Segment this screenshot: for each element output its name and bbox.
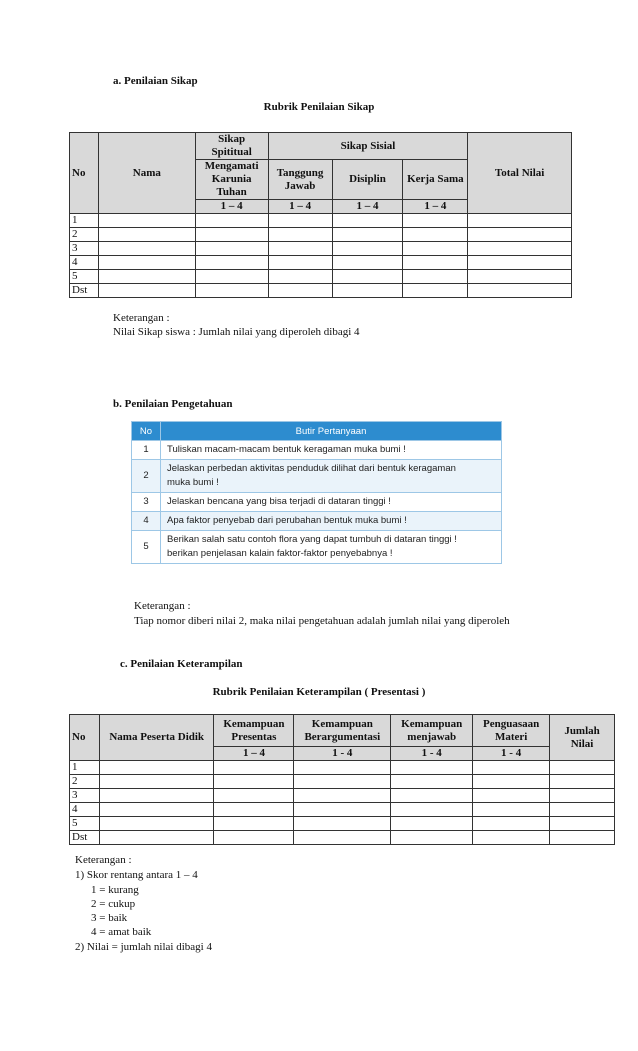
question-row [132, 493, 502, 512]
question-number: 4 [132, 512, 161, 531]
section-c-note-item: 3 = baik [91, 912, 128, 924]
range-cell: 1 – 4 [403, 200, 468, 214]
section-b-note-text: Tiap nomor diberi nilai 2, maka nilai pengetahuan adalah jumlah nilai yang diperoleh [134, 615, 510, 627]
col-mengamati: Mengamati Karunia Tuhan [195, 160, 268, 200]
table-row [70, 817, 615, 831]
col-penguasaan: Penguasaan Materi [473, 715, 550, 747]
section-a-note-text: Nilai Sikap siswa : Jumlah nilai yang diperoleh dibagi 4 [113, 326, 360, 338]
question-number: 1 [132, 441, 161, 460]
range-cell: 1 – 4 [268, 200, 332, 214]
question-text: Jelaskan bencana yang bisa terjadi di dataran tinggi ! [161, 493, 502, 512]
section-c-note-item: 1 = kurang [91, 884, 139, 896]
section-b-heading: b. Penilaian Pengetahuan [113, 398, 233, 410]
col-presentas: Kemampuan Presentas [214, 715, 294, 747]
col-kerja: Kerja Sama [403, 160, 468, 200]
section-c-title: Rubrik Penilaian Keterampilan ( Presentasi ) [212, 686, 426, 698]
table-row [70, 284, 572, 298]
table-row [70, 228, 572, 242]
question-row [132, 512, 502, 531]
section-a-heading: a. Penilaian Sikap [113, 75, 198, 87]
col-tanggung: Tanggung Jawab [268, 160, 332, 200]
question-text: Apa faktor penyebab dari perubahan bentuk muka bumi ! [161, 512, 502, 531]
table-row [70, 256, 572, 270]
row-number: 1 [70, 214, 99, 228]
section-c-note-item: 4 = amat baik [91, 926, 152, 938]
section-c-note-item: 1) Skor rentang antara 1 – 4 [75, 869, 198, 881]
range-cell: 1 – 4 [332, 200, 403, 214]
question-row [132, 531, 502, 564]
row-number: 1 [70, 761, 100, 775]
col-butir: Butir Pertanyaan [161, 422, 502, 441]
row-number: 3 [70, 242, 99, 256]
col-argumentasi: Kemampuan Berargumentasi [294, 715, 391, 747]
range-cell: 1 - 4 [473, 747, 550, 761]
col-nama: Nama Peserta Didik [99, 715, 214, 761]
col-menjawab: Kemampuan menjawab [391, 715, 473, 747]
row-number: 2 [70, 775, 100, 789]
question-number: 2 [132, 460, 161, 493]
row-number: Dst [70, 284, 99, 298]
col-spiritual: Sikap Spititual [195, 133, 268, 160]
question-row [132, 460, 502, 493]
question-text: Jelaskan perbedan aktivitas penduduk dilihat dari bentuk keragaman muka bumi ! [161, 460, 502, 493]
range-cell: 1 - 4 [391, 747, 473, 761]
col-sosial: Sikap Sisial [268, 133, 468, 160]
row-number: 4 [70, 256, 99, 270]
col-total: Total Nilai [468, 133, 572, 214]
section-c-note-item: 2) Nilai = jumlah nilai dibagi 4 [75, 941, 212, 953]
row-number: 5 [70, 270, 99, 284]
table-row [70, 803, 615, 817]
table-row [70, 214, 572, 228]
row-number: 4 [70, 803, 100, 817]
row-number: 5 [70, 817, 100, 831]
section-a-note-label: Keterangan : [113, 312, 170, 324]
section-c-note-item: 2 = cukup [91, 898, 136, 910]
col-no: No [70, 133, 99, 214]
table-row [70, 761, 615, 775]
question-number: 3 [132, 493, 161, 512]
range-cell: 1 – 4 [214, 747, 294, 761]
table-row [70, 242, 572, 256]
table-row [70, 775, 615, 789]
sikap-table [69, 132, 572, 298]
section-a-title: Rubrik Penilaian Sikap [263, 101, 375, 113]
table-row [70, 270, 572, 284]
question-number: 5 [132, 531, 161, 564]
row-number: Dst [70, 831, 100, 845]
col-disiplin: Disiplin [332, 160, 403, 200]
col-nama: Nama [98, 133, 195, 214]
keterampilan-table [69, 714, 615, 845]
col-jumlah: Jumlah Nilai [550, 715, 615, 761]
row-number: 3 [70, 789, 100, 803]
question-text: Tuliskan macam-macam bentuk keragaman muka bumi ! [161, 441, 502, 460]
question-row [132, 441, 502, 460]
range-cell: 1 – 4 [195, 200, 268, 214]
section-b-note-label: Keterangan : [134, 600, 191, 612]
range-cell: 1 - 4 [294, 747, 391, 761]
row-number: 2 [70, 228, 99, 242]
col-no: No [70, 715, 100, 761]
table-row [70, 831, 615, 845]
question-text: Berikan salah satu contoh flora yang dapat tumbuh di dataran tinggi ! berikan penjelasan kalain faktor-faktor penyebabnya ! [161, 531, 502, 564]
table-row [70, 789, 615, 803]
question-table [131, 421, 502, 564]
section-c-note-label: Keterangan : [75, 854, 132, 866]
section-c-heading: c. Penilaian Keterampilan [120, 658, 243, 670]
col-no: No [132, 422, 161, 441]
